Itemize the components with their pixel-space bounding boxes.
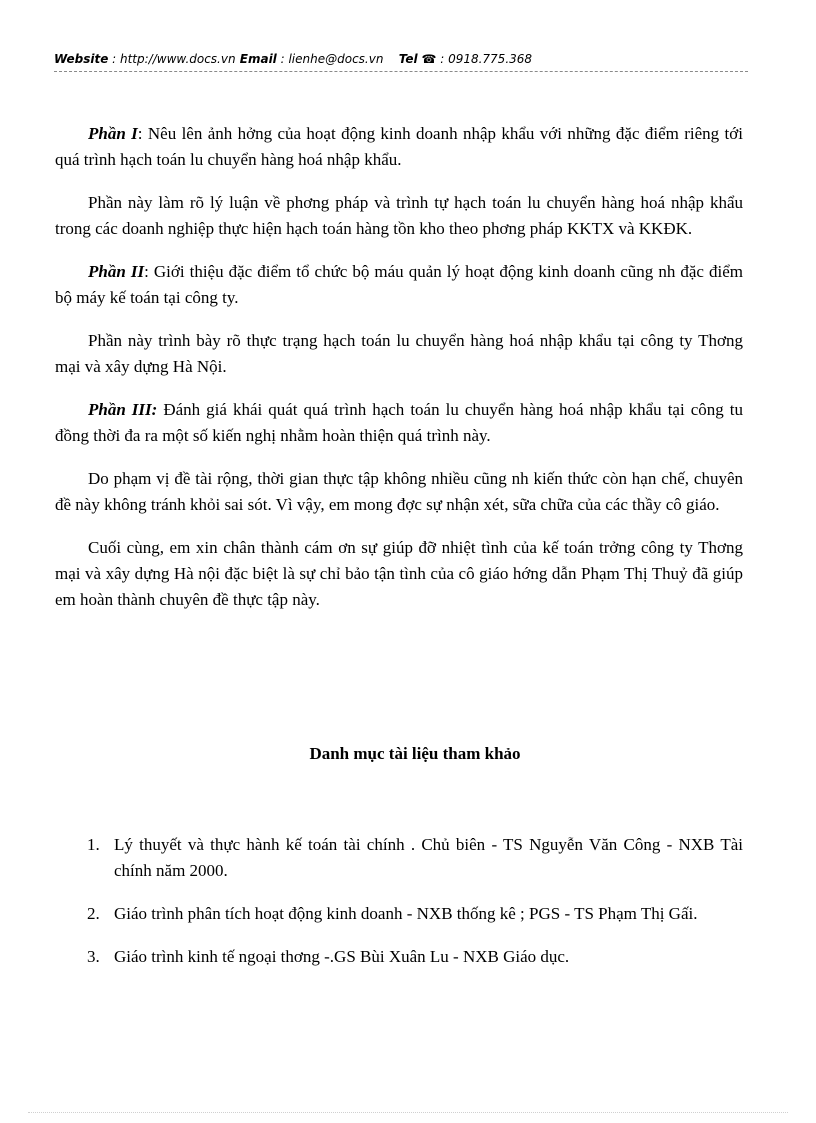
- references-title: Danh mục tài liệu tham khảo: [309, 744, 521, 763]
- paragraph-lead: Phần I: [88, 124, 138, 143]
- email-label: Email: [235, 52, 277, 66]
- reference-item: [87, 901, 743, 927]
- paragraph-text: Đánh giá khái quát quá trình hạch toán lu chuyển hàng hoá nhập khẩu tại công tu đồng thời đa ra một số kiến nghị nhằm hoàn thiện quá trình này.: [55, 400, 743, 445]
- email-separator: :: [276, 52, 289, 66]
- reference-text: Giáo trình phân tích hoạt động kinh doanh - NXB thống kê ; PGS - TS Phạm Thị Gấi.: [114, 904, 698, 923]
- paragraph-part-2: [55, 259, 743, 311]
- paragraph-lead: Phần II: [88, 262, 145, 281]
- paragraph-text: : Giới thiệu đặc điểm tổ chức bộ máu quản lý hoạt động kinh doanh cũng nh đặc điểm bộ máy kế toán tại công ty.: [55, 262, 743, 307]
- reference-text: Giáo trình kinh tế ngoại thơng -.GS Bùi Xuân Lu - NXB Giáo dục.: [114, 947, 570, 966]
- reference-number: 1.: [87, 835, 100, 854]
- footer-divider: [28, 1112, 788, 1113]
- reference-item: [87, 944, 743, 970]
- phone-number: 0918.775.368: [448, 52, 533, 66]
- reference-text: Lý thuyết và thực hành kế toán tài chính . Chủ biên - TS Nguyễn Văn Công - NXB Tài chính năm 2000.: [114, 835, 743, 880]
- paragraph-part-1-detail: [55, 190, 743, 242]
- page-header: [54, 50, 748, 68]
- phone-icon: ☎: [421, 52, 437, 66]
- document-body: [55, 121, 743, 630]
- website-label: Website: [54, 52, 109, 66]
- tel-label: Tel: [398, 52, 418, 66]
- paragraph-part-1: [55, 121, 743, 173]
- paragraph-part-3: [55, 397, 743, 449]
- paragraph-text: : Nêu lên ảnh hởng của hoạt động kinh doanh nhập khẩu với những đặc điểm riêng tới quá trình hạch toán lu chuyển hàng hoá nhập khẩu.: [55, 124, 743, 169]
- header-divider: [54, 71, 748, 72]
- tel-separator: :: [436, 52, 449, 66]
- website-url[interactable]: http://www.docs.vn: [120, 52, 236, 66]
- paragraph-text: Phần này làm rõ lý luận về phơng pháp và trình tự hạch toán lu chuyển hàng hoá nhập khẩu trong các doanh nghiệp thực hiện hạch toán hàng tồn kho theo phơng pháp KKTX và KKĐK.: [55, 193, 743, 238]
- references-list: [87, 832, 743, 987]
- paragraph-text: Do phạm vị đề tài rộng, thời gian thực tập không nhiều cũng nh kiến thức còn hạn chế, chuyên đề này không tránh khỏi sai sót. Vì vậy, em mong đợc sự nhận xét, sữa chữa của các thầy cô giáo.: [55, 469, 743, 514]
- reference-item: [87, 832, 743, 884]
- paragraph-limitations: [55, 466, 743, 518]
- reference-number: 2.: [87, 904, 100, 923]
- paragraph-part-2-detail: [55, 328, 743, 380]
- reference-number: 3.: [87, 947, 100, 966]
- paragraph-text: Phần này trình bày rõ thực trạng hạch toán lu chuyển hàng hoá nhập khẩu tại công ty Thơng mại và xây dựng Hà Nội.: [55, 331, 743, 376]
- paragraph-acknowledgement: [55, 535, 743, 613]
- paragraph-text: Cuối cùng, em xin chân thành cám ơn sự giúp đỡ nhiệt tình của kế toán trởng công ty Thơng mại và xây dựng Hà nội đặc biệt là sự chỉ bảo tận tình của cô giáo hớng dẫn Phạm Thị Thuỷ đã giúp em hoàn thành chuyên đề thực tập này.: [55, 538, 743, 609]
- email-address[interactable]: lienhe@docs.vn: [288, 52, 384, 66]
- website-separator: :: [108, 52, 120, 66]
- paragraph-lead: Phần III:: [88, 400, 158, 419]
